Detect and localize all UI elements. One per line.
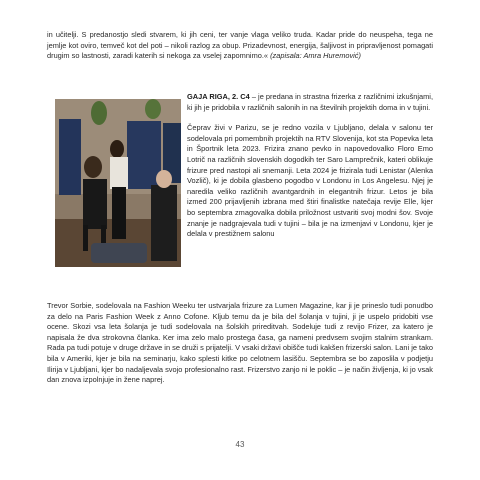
profile-photo [55, 99, 181, 267]
page-number: 43 [235, 440, 245, 449]
profile-body-right: Čeprav živi v Parizu, se je redno vozila v Ljubljano, delala v salonu ter sodelovala pri pomembnih projektih na RTV Slovenija, kot sta Popevka leta in Športnik leta 2023. Frizira znano pevko in napovedovalko Floro Emo Lotrič na različnih slovenskih dogodkih ter Saro Lamprečnik, kateri oblikuje frizure pred nastopi ali snemanji. Leta 2024 je frizirala tudi Lenistar (Alenka Vozlič), ki je dobila glasbeno pogodbo v Londonu in Los Angelesu. Njej je naredila veliko različnih avantgardnih in elegantnih frizur. Letos je bila izmed 200 prijavljenih izbrana med štiri finalistke natečaja revije Elle, kjer bo septembra zmagovalka dobila priložnost ustvariti svoj modni šov. Svoje znanje je nadgrajevala tudi v tujini – bila je na izmenjavi v Londonu, kjer je delala v prestižnem salonu [187, 123, 433, 239]
profile-lead: – je predana in strastna frizerka z različnimi izkušnjami, ki jih je pridobila v različnih salonih in na številnih projektih doma in v tujini. [187, 92, 434, 112]
intro-paragraph [47, 30, 433, 62]
intro-text: in učitelji. S predanostjo sledi stvarem, ki jih ceni, ter vanje vlaga veliko truda. Kadar pride do neuspeha, tega ne jemlje kot oviro, temveč kot del poti – nikoli razlog za obup. Prizadevnost, energija, šaljivost in pripravljenost pomagati drugim so lastnosti, zaradi katerih si nekoga za vselej zapomnimo.« [47, 30, 433, 61]
intro-author: (zapisala: Amra Huremović) [270, 51, 361, 61]
profile-lead-paragraph [187, 92, 433, 113]
profile-right-column [187, 92, 433, 240]
student-name: GAJA RIGA, 2. C4 [187, 92, 250, 101]
salon-photo-illustration [55, 99, 181, 267]
profile-body-full: Trevor Sorbie, sodelovala na Fashion Weeku ter ustvarjala frizure za Lumen Magazine, kar ji je prineslo tudi ponudbo za delo na Paris Fashion Week z Anno Cofone. Kljub temu da je bila del šolanja v tujini, ji je uspelo pridobiti vse ocene. Skozi vsa leta šolanja je tudi sodelovala na šolskih prireditvah. Sodeluje tudi z revijo Frizer, za katero je napisala že dva strokovna članka. Ker ima zelo malo prostega časa, ga nameni predvsem svojim stalnim strankam. Rada pa tudi potuje v druge države in se druži s prijatelji. V vsaki državi obišče tudi kakšen frizerski salon. Lani je tako bila v Ameriki, kjer je bila na seminarju, kako splesti kitke po celotnem lasišču. Septembra se bo zaposlila v podjetju Ilirija v Ljubljani, kjer bo nadaljevala svojo profesionalno rast. Frizerstvo zanjo ni le poklic – je način življenja, ki jo vsak dan znova izpolnjuje in žene naprej. [47, 301, 433, 385]
